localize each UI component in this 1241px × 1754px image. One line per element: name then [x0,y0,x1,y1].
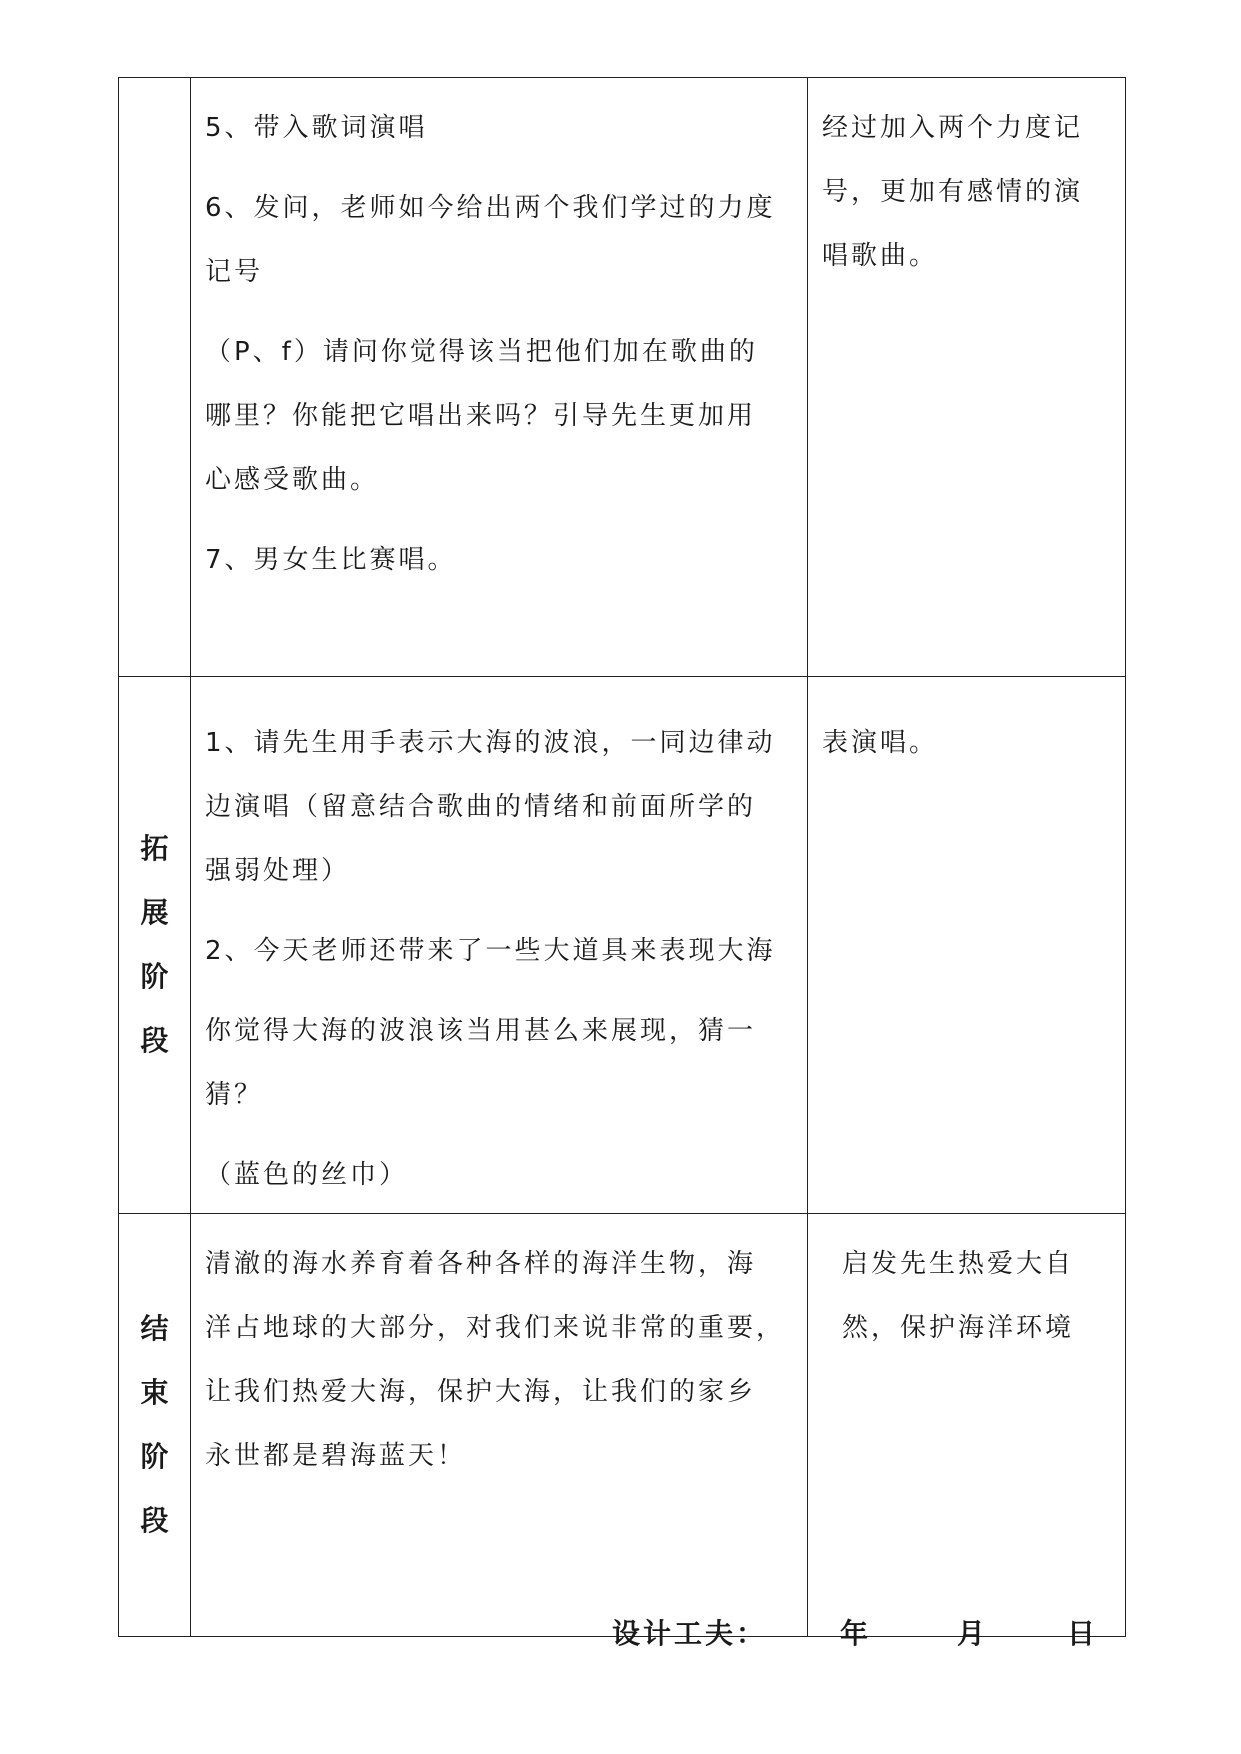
stage-label-char: 段 [140,1024,169,1057]
intent-cell [808,677,1126,1214]
activity-line: 洋占地球的大部分，对我们来说非常的重要， [205,1313,786,1343]
table-row [119,1214,1126,1637]
stage-label-char: 拓 [140,832,169,865]
intent-line: 然，保护海洋环境 [842,1313,1075,1343]
activity-line: 6、发问，老师如今给出两个我们学过的力度 [205,193,776,223]
stage-label-char: 展 [140,896,169,929]
activity-line: 你觉得大海的波浪该当用甚么来展现，猜一 [205,1016,757,1046]
stage-cell [119,677,191,1214]
stage-cell [119,1214,191,1637]
activity-cell [191,78,808,677]
activity-cell [191,1214,808,1637]
activity-line: 2、今天老师还带来了一些大道具来表现大海 [205,936,776,966]
table-row [119,677,1126,1214]
activity-line: 永世都是碧海蓝天！ [205,1441,467,1471]
activity-line: （P、f）请问你觉得该当把他们加在歌曲的 [205,337,758,367]
activity-line: 边演唱（留意结合歌曲的情绪和前面所学的 [205,792,757,822]
intent-line: 唱歌曲。 [822,241,939,271]
stage-label-char: 束 [140,1376,169,1409]
activity-line: 让我们热爱大海，保护大海，让我们的家乡 [205,1377,757,1407]
stage-cell [119,78,191,677]
activity-line: 心感受歌曲。 [205,465,380,495]
activity-cell [191,677,808,1214]
intent-cell [808,1214,1126,1637]
stage-label-char: 段 [140,1504,169,1537]
intent-line: 启发先生热爱大自 [842,1249,1075,1279]
intent-line: 经过加入两个力度记 [822,113,1084,143]
intent-cell [808,78,1126,677]
activity-line: 7、男女生比赛唱。 [205,545,457,575]
activity-line: 强弱处理） [205,856,351,886]
activity-line: 记号 [205,257,264,287]
intent-line: 表演唱。 [822,728,939,758]
design-date-label: 设计工夫： [612,1617,768,1650]
stage-label-char: 阶 [140,1440,169,1473]
lesson-plan-table [118,77,1126,1637]
day-label: 日 [1067,1617,1099,1650]
activity-line: 哪里？你能把它唱出来吗？引导先生更加用 [205,401,757,431]
intent-line: 号，更加有感情的演 [822,177,1084,207]
activity-line: （蓝色的丝巾） [205,1160,409,1190]
activity-line: 5、带入歌词演唱 [205,113,428,143]
activity-line: 清澈的海水养育着各种各样的海洋生物，海 [205,1249,757,1279]
table-row [119,78,1126,677]
stage-label-char: 阶 [140,960,169,993]
year-label: 年 [840,1617,872,1650]
stage-label-char: 结 [140,1312,169,1345]
activity-line: 猜？ [205,1080,264,1110]
activity-line: 1、请先生用手表示大海的波浪，一同边律动 [205,728,776,758]
month-label: 月 [957,1617,989,1650]
